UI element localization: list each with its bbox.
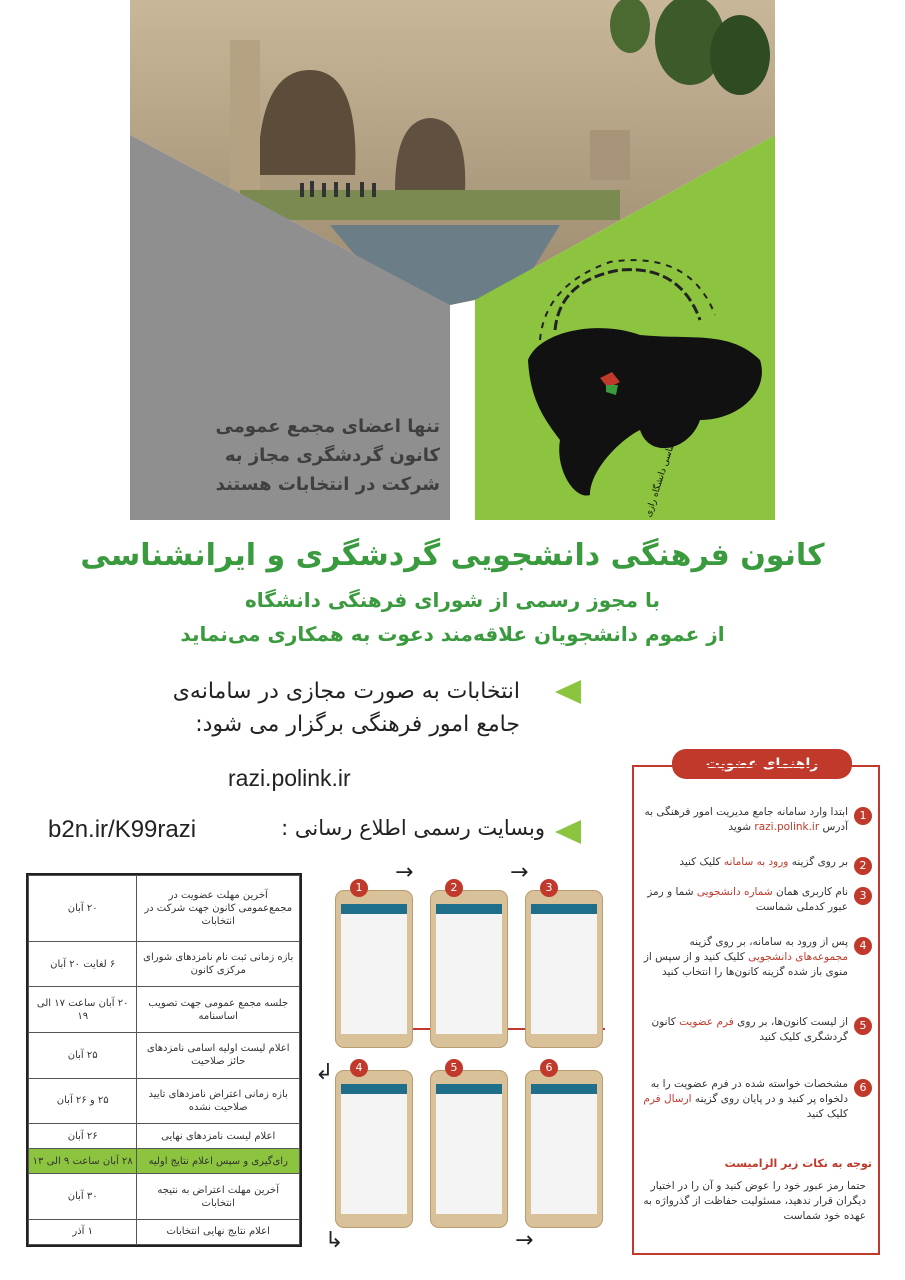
phone-step-badge: 1 bbox=[350, 879, 368, 897]
step-number-badge: 4 bbox=[854, 937, 872, 955]
system-url[interactable]: razi.polink.ir bbox=[228, 765, 351, 791]
step-text-part: کلیک کنید bbox=[806, 1108, 848, 1120]
step-text-part: نام کاربری همان bbox=[772, 886, 848, 898]
subtitle-permit: با مجوز رسمی از شورای فرهنگی دانشگاه bbox=[244, 588, 661, 612]
step-highlight: شماره دانشجویی bbox=[696, 886, 773, 898]
step-highlight: ورود به سامانه bbox=[723, 856, 789, 868]
schedule-event: رای‌گیری و سپس اعلام نتایج اولیه bbox=[137, 1149, 300, 1174]
step-text bbox=[640, 855, 848, 870]
step-number-badge: 2 bbox=[854, 857, 872, 875]
step-text bbox=[640, 1015, 848, 1045]
website-url[interactable]: b2n.ir/K99razi bbox=[48, 816, 197, 843]
election-line-1: انتخابات به صورت مجازی در سامانه‌ی bbox=[172, 679, 520, 704]
phone-screenshot bbox=[335, 881, 413, 1048]
schedule-date: ۶ لغایت ۲۰ آبان bbox=[29, 941, 137, 987]
logo-caption: کانون گردشگری و ایران‌شناسی دانشگاه رازی bbox=[643, 351, 707, 519]
notes-body: حتما رمز عبور خود را عوض کنید و آن را در اختیار دیگران قرار ندهید، مسئولیت حفاظت از گذرواژه به عهده خود شماست bbox=[643, 1180, 866, 1222]
phone-screen bbox=[341, 904, 407, 1034]
step-text-part: ابتدا وارد سامانه جامع مدیریت امور فرهنگی به آدرس bbox=[644, 806, 848, 833]
green-arrow-icon bbox=[555, 820, 581, 844]
step-text-part: کانون گردشگری کلیک کنید bbox=[651, 1016, 848, 1043]
step-text-part: مشخصات خواسته شده در فرم عضویت را به دلخواه پر کنید و در پایان روی گزینه bbox=[650, 1078, 848, 1105]
schedule-date: ۲۵ و ۲۶ آبان bbox=[29, 1078, 137, 1124]
guide-step bbox=[640, 935, 872, 980]
step-text-part: شوید bbox=[728, 821, 755, 833]
step-text-part: از لیست کانون‌ها، بر روی bbox=[733, 1016, 848, 1028]
screen-header bbox=[341, 904, 407, 914]
notes-title: توجه به نکات زیر الزامیست bbox=[724, 1157, 872, 1170]
phone-screen bbox=[436, 904, 502, 1034]
notice-line-1: تنها اعضای مجمع عمومی bbox=[215, 416, 440, 437]
guide-step bbox=[640, 1015, 872, 1045]
website-label: وبسایت رسمی اطلاع رسانی : bbox=[281, 816, 545, 840]
schedule-row bbox=[29, 876, 300, 942]
screen-header bbox=[531, 1084, 597, 1094]
step-text-part: شما و رمز عبور کدملی شماست bbox=[647, 886, 848, 913]
hero-graphic bbox=[0, 0, 905, 525]
step-text-part: کلیک کنید و از سپس از منوی باز شده گزینه کانون‌ها را انتخاب کنید bbox=[643, 951, 848, 978]
schedule-date: ۲۰ آبان bbox=[29, 876, 137, 942]
guide-step bbox=[640, 855, 872, 870]
schedule-event: آخرین مهلت عضویت در مجمع‌عمومی کانون جهت شرکت در انتخابات bbox=[137, 876, 300, 942]
guide-step bbox=[640, 1077, 872, 1122]
screen-header bbox=[341, 1084, 407, 1094]
election-info bbox=[100, 675, 520, 741]
schedule-row bbox=[29, 1078, 300, 1124]
schedule-event: اعلام لیست اولیه اسامی نامزدهای حائز صلاحیت bbox=[137, 1033, 300, 1079]
schedule-date: ۳۰ آبان bbox=[29, 1174, 137, 1220]
step-number-badge: 1 bbox=[854, 807, 872, 825]
schedule-event: اعلام نتایج نهایی انتخابات bbox=[137, 1219, 300, 1244]
page-title: کانون فرهنگی دانشجویی گردشگری و ایرانشناسی bbox=[80, 538, 825, 573]
schedule-row bbox=[29, 1124, 300, 1149]
step-text-part: بر روی گزینه bbox=[788, 856, 848, 868]
guide-step bbox=[640, 805, 872, 835]
phone-screen bbox=[531, 1084, 597, 1214]
flow-arrow-icon: → bbox=[395, 860, 414, 885]
phone-step-badge: 2 bbox=[445, 879, 463, 897]
members-only-notice bbox=[150, 412, 440, 499]
step-text bbox=[640, 935, 848, 980]
membership-guide-title: راهنمای عضویت bbox=[672, 749, 852, 779]
step-highlight: ارسال فرم bbox=[643, 1093, 692, 1105]
notice-line-2: کانون گردشگری مجاز به bbox=[224, 445, 440, 466]
schedule-date: ۲۰ آبان ساعت ۱۷ الی ۱۹ bbox=[29, 987, 137, 1033]
step-text bbox=[640, 885, 848, 915]
step-text-part: پس از ورود به سامانه، بر روی گزینه bbox=[689, 936, 848, 948]
step-highlight: مجموعه‌های دانشجویی bbox=[748, 951, 848, 963]
phone-screenshot bbox=[525, 881, 603, 1048]
phone-screenshot bbox=[430, 1061, 508, 1228]
election-line-2: جامع امور فرهنگی برگزار می شود: bbox=[195, 712, 520, 737]
phone-step-badge: 5 bbox=[445, 1059, 463, 1077]
subtitle-invitation: از عموم دانشجویان علاقه‌مند دعوت به همکاری می‌نماید bbox=[180, 622, 725, 646]
schedule-row bbox=[29, 1219, 300, 1244]
step-text-part: کلیک کنید bbox=[679, 856, 724, 868]
schedule-date: ۲۶ آبان bbox=[29, 1124, 137, 1149]
schedule-row bbox=[29, 1174, 300, 1220]
schedule-event: بازه زمانی اعتراض نامزدهای تایید صلاحیت نشده bbox=[137, 1078, 300, 1124]
schedule-row bbox=[29, 1033, 300, 1079]
notice-line-3: شرکت در انتخابات هستند bbox=[215, 474, 440, 495]
flow-arrow-icon: → bbox=[515, 1228, 534, 1253]
phone-screenshot bbox=[430, 881, 508, 1048]
phone-step-badge: 6 bbox=[540, 1059, 558, 1077]
phone-step-badge: 3 bbox=[540, 879, 558, 897]
phone-screen bbox=[436, 1084, 502, 1214]
flow-arrow-icon: ↳ bbox=[325, 1228, 344, 1253]
schedule-date: ۲۸ آبان ساعت ۹ الی ۱۳ bbox=[29, 1149, 137, 1174]
flow-arrow-icon: ↲ bbox=[315, 1060, 334, 1085]
step-text bbox=[640, 1077, 848, 1122]
flow-arrow-icon: → bbox=[510, 860, 529, 885]
phone-screen bbox=[531, 904, 597, 1034]
guide-step bbox=[640, 885, 872, 915]
phone-screen bbox=[341, 1084, 407, 1214]
step-number-badge: 6 bbox=[854, 1079, 872, 1097]
phone-step-badge: 4 bbox=[350, 1059, 368, 1077]
schedule-event: جلسه مجمع عمومی جهت تصویب اساسنامه bbox=[137, 987, 300, 1033]
membership-guide bbox=[632, 765, 880, 1255]
schedule-date: ۲۵ آبان bbox=[29, 1033, 137, 1079]
schedule-event: اعلام لیست نامزدهای نهایی bbox=[137, 1124, 300, 1149]
step-text bbox=[640, 805, 848, 835]
photo-grass bbox=[240, 190, 620, 220]
schedule-row bbox=[29, 941, 300, 987]
step-highlight: razi.polink.ir bbox=[754, 821, 820, 833]
screen-header bbox=[436, 1084, 502, 1094]
step-number-badge: 3 bbox=[854, 887, 872, 905]
phone-screenshot bbox=[335, 1061, 413, 1228]
schedule-row bbox=[29, 1149, 300, 1174]
phone-screenshot bbox=[525, 1061, 603, 1228]
schedule-event: آخرین مهلت اعتراض به نتیجه انتخابات bbox=[137, 1174, 300, 1220]
step-highlight: فرم عضویت bbox=[679, 1016, 734, 1028]
phone-screens-illustration bbox=[315, 860, 625, 1255]
election-schedule-table bbox=[26, 873, 302, 1247]
schedule-event: بازه زمانی ثبت نام نامزدهای شورای مرکزی کانون bbox=[137, 941, 300, 987]
green-arrow-icon bbox=[555, 680, 581, 704]
screen-header bbox=[436, 904, 502, 914]
schedule-date: ۱ آذر bbox=[29, 1219, 137, 1244]
schedule-row bbox=[29, 987, 300, 1033]
step-number-badge: 5 bbox=[854, 1017, 872, 1035]
screen-header bbox=[531, 904, 597, 914]
